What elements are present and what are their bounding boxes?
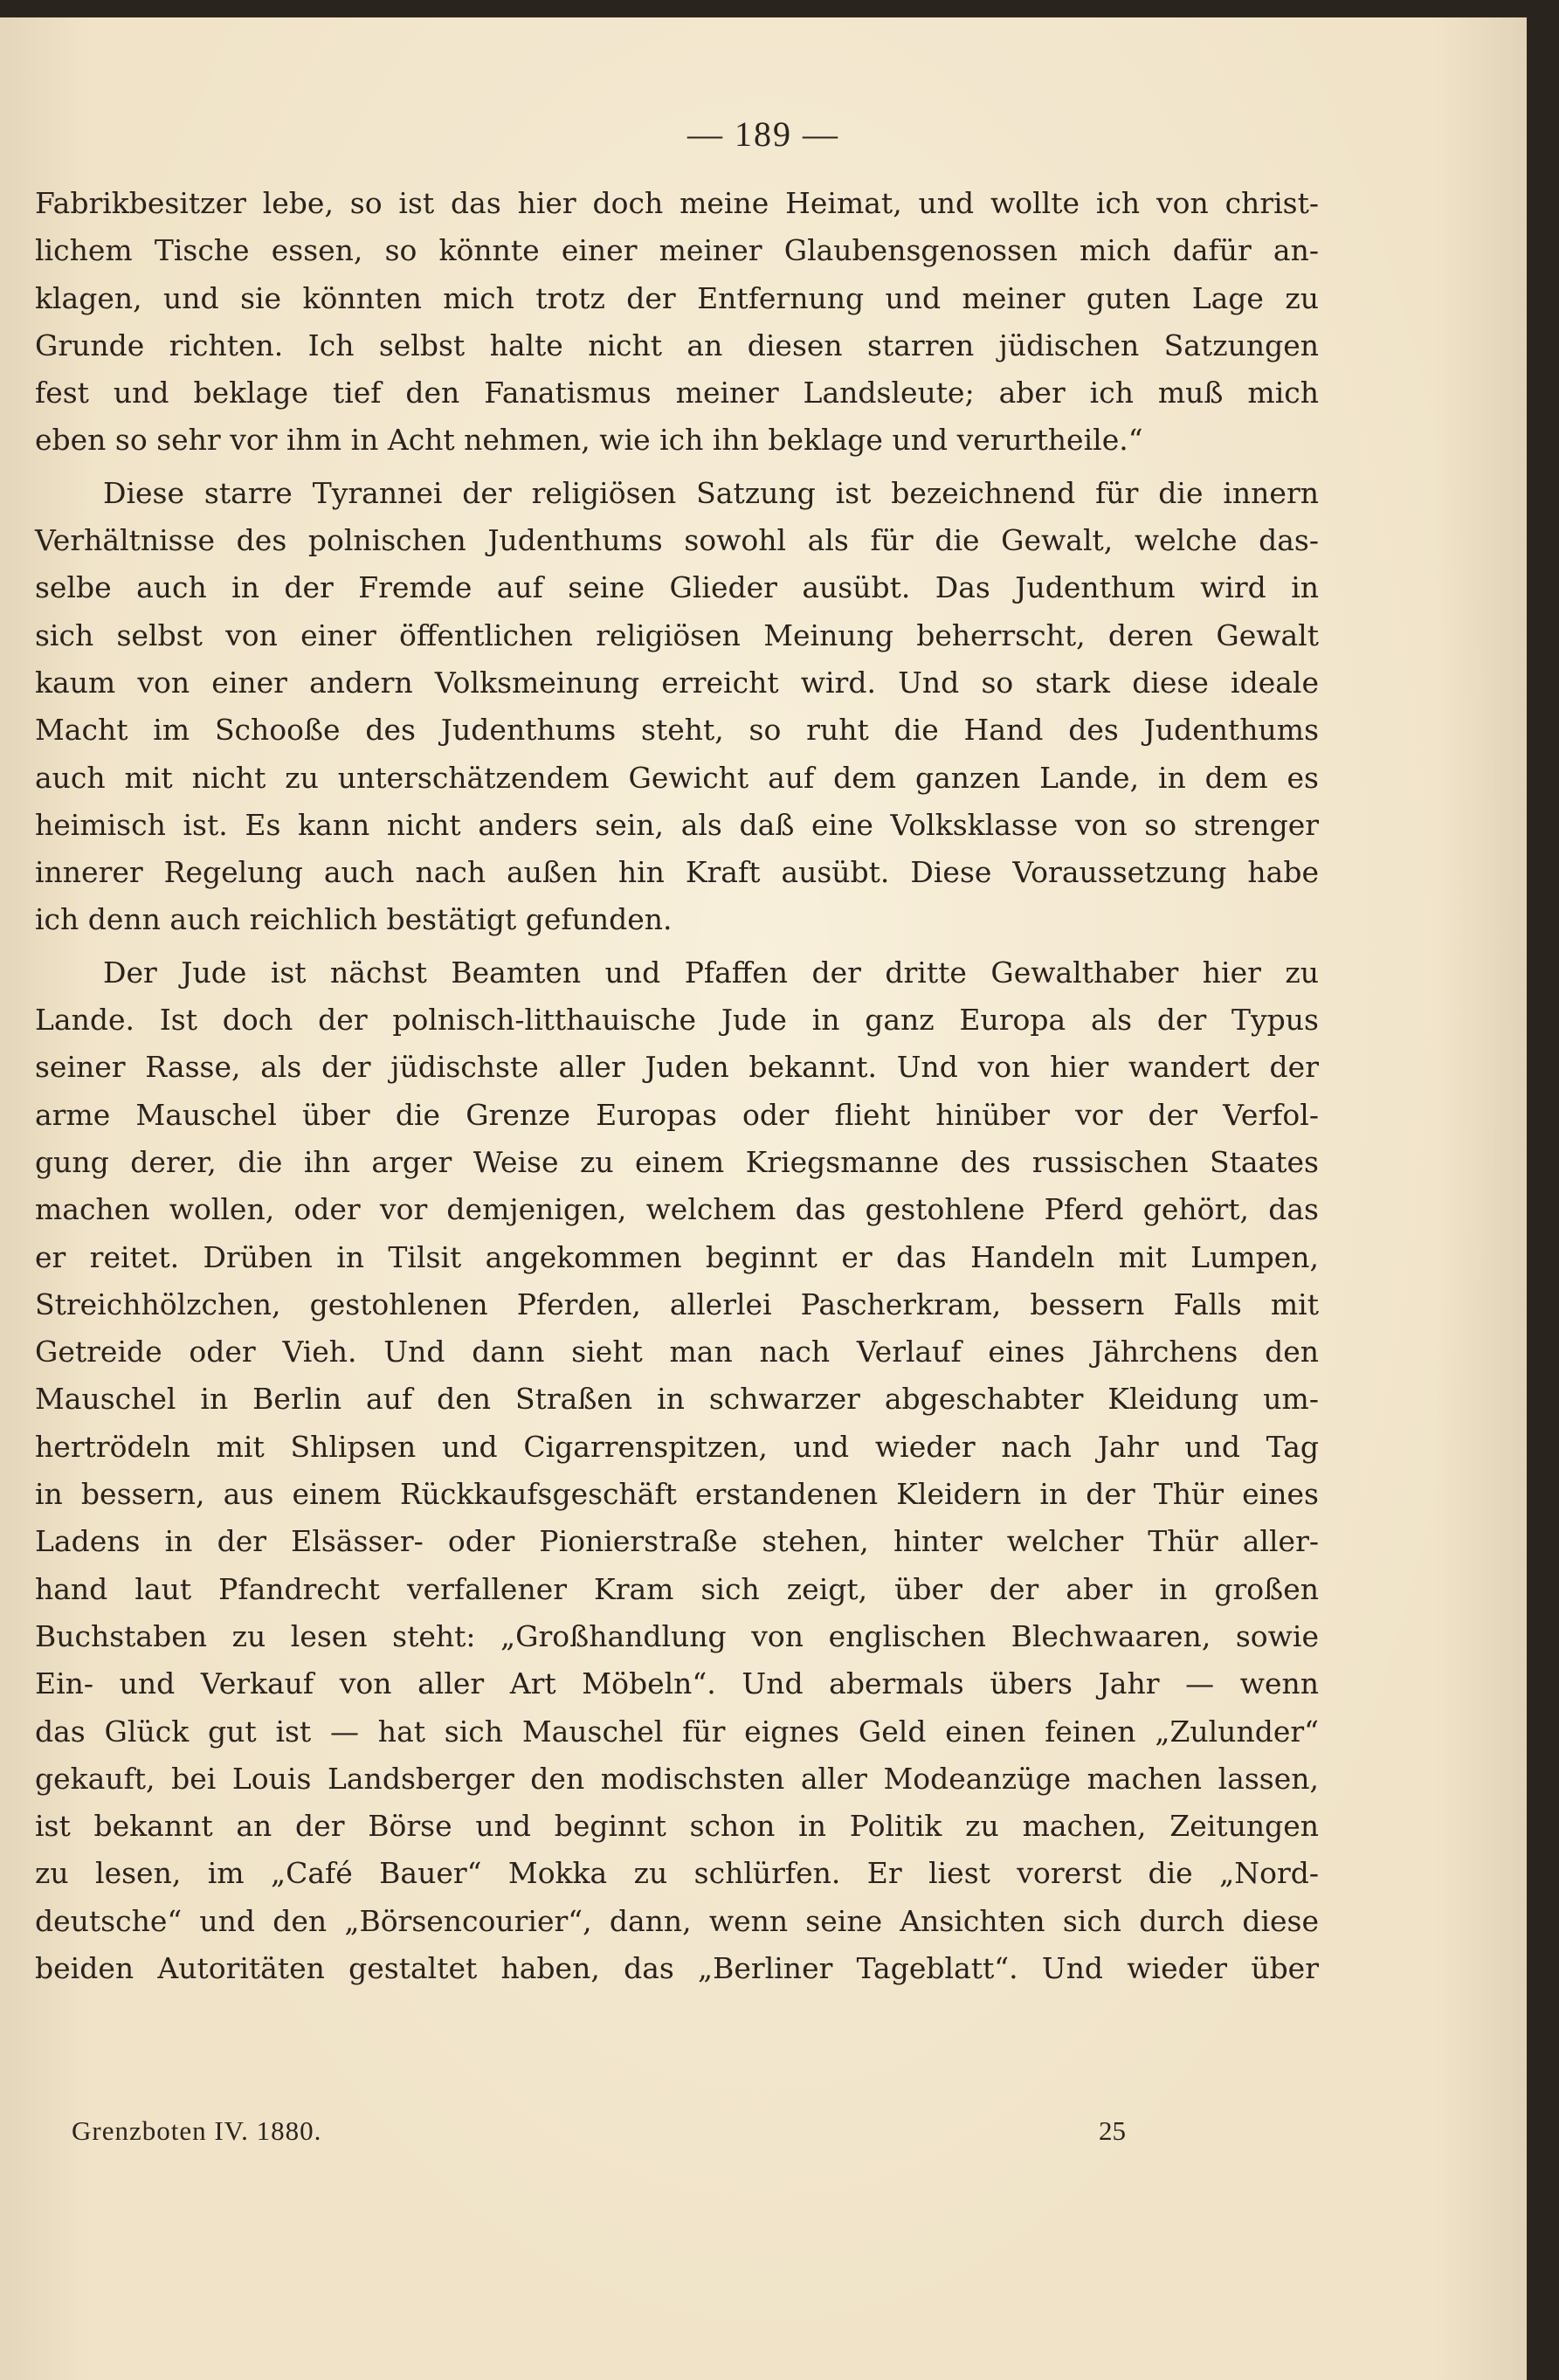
paragraph-3 — [35, 949, 1319, 1993]
text-line: Ein- und Verkauf von aller Art Möbeln“. Und abermals übers Jahr — wenn — [35, 1666, 1319, 1701]
text-line: beiden Autoritäten gestaltet haben, das „Berliner Tageblatt“. Und wieder über — [35, 1950, 1319, 1985]
text-line: arme Mauschel über die Grenze Europas oder flieht hinüber vor der Verfol- — [35, 1097, 1319, 1132]
text-line: Getreide oder Vieh. Und dann sieht man nach Verlauf eines Jährchens den — [35, 1335, 1319, 1369]
text-line: selbe auch in der Fremde auf seine Glieder ausübt. Das Judenthum wird in — [35, 570, 1319, 605]
text-line: machen wollen, oder vor demjenigen, welchem das gestohlene Pferd gehört, das — [35, 1192, 1319, 1227]
text-line: Lande. Ist doch der polnisch-litthauische Jude in ganz Europa als der Typus — [35, 1003, 1319, 1038]
text-line: Der Jude ist nächst Beamten und Pfaffen der dritte Gewalthaber hier zu — [103, 955, 1319, 990]
text-line: klagen, und sie könnten mich trotz der Entfernung und meiner guten Lage zu — [35, 280, 1319, 315]
text-line: Grunde richten. Ich selbst halte nicht an diesen starren jüdischen Satzungen — [35, 328, 1319, 362]
text-line: Diese starre Tyrannei der religiösen Satzung ist bezeichnend für die innern — [103, 475, 1319, 510]
text-line: ist bekannt an der Börse und beginnt schon in Politik zu machen, Zeitungen — [35, 1809, 1319, 1844]
text-line: seiner Rasse, als der jüdischste aller Juden bekannt. Und von hier wandert der — [35, 1050, 1319, 1085]
signature-mark: Grenzboten IV. 1880. — [72, 2115, 322, 2146]
text-line: innerer Regelung auch nach außen hin Kraft ausübt. Diese Voraussetzung habe — [35, 855, 1319, 890]
body-text — [35, 180, 1319, 1992]
text-line: Mauschel in Berlin auf den Straßen in schwarzer abgeschabter Kleidung um- — [35, 1382, 1319, 1417]
text-line: Verhältnisse des polnischen Judenthums sowohl als für die Gewalt, welche das- — [35, 523, 1319, 558]
page-number: — 189 — — [687, 114, 839, 154]
text-line: in bessern, aus einem Rückkaufsgeschäft erstandenen Kleidern in der Thür eines — [35, 1477, 1319, 1512]
text-line: gekauft, bei Louis Landsberger den modischsten aller Modeanzüge machen lassen, — [35, 1761, 1319, 1796]
text-line: gung derer, die ihn arger Weise zu einem Kriegsmanne des russischen Staates — [35, 1144, 1319, 1179]
text-line: Streichhölzchen, gestohlenen Pferden, allerlei Pascherkram, bessern Falls mit — [35, 1287, 1319, 1321]
text-line: Fabrikbesitzer lebe, so ist das hier doch meine Heimat, und wollte ich von christ- — [35, 186, 1319, 220]
text-line: sich selbst von einer öffentlichen religiösen Meinung beherrscht, deren Gewalt — [35, 617, 1319, 652]
text-line: Buchstaben zu lesen steht: „Großhandlung von englischen Blechwaaren, sowie — [35, 1618, 1319, 1653]
text-line: auch mit nicht zu unterschätzendem Gewicht auf dem ganzen Lande, in dem es — [35, 760, 1319, 795]
text-line: Macht im Schooße des Judenthums steht, so ruht die Hand des Judenthums — [35, 713, 1319, 748]
text-line: hand laut Pfandrecht verfallener Kram sich zeigt, über der aber in großen — [35, 1571, 1319, 1606]
sheet-number: 25 — [1099, 2115, 1126, 2146]
text-line: ich denn auch reichlich bestätigt gefunden. — [35, 902, 673, 937]
book-page — [0, 17, 1527, 2380]
text-line: fest und beklage tief den Fanatismus meiner Landsleute; aber ich muß mich — [35, 376, 1319, 410]
text-line: eben so sehr vor ihm in Acht nehmen, wie ich ihn beklage und verurtheile.“ — [35, 423, 1143, 458]
text-line: zu lesen, im „Café Bauer“ Mokka zu schlürfen. Er liest vorerst die „Nord- — [35, 1856, 1319, 1891]
text-line: kaum von einer andern Volksmeinung erreicht wird. Und so stark diese ideale — [35, 665, 1319, 700]
paragraph-1 — [35, 180, 1319, 465]
paragraph-2 — [35, 470, 1319, 944]
text-line: er reitet. Drüben in Tilsit angekommen beginnt er das Handeln mit Lumpen, — [35, 1239, 1319, 1274]
text-line: deutsche“ und den „Börsencourier“, dann, wenn seine Ansichten sich durch diese — [35, 1903, 1319, 1938]
text-line: Ladens in der Elsässer- oder Pionierstraße stehen, hinter welcher Thür aller- — [35, 1524, 1319, 1559]
text-line: heimisch ist. Es kann nicht anders sein, als daß eine Volksklasse von so strenger — [35, 807, 1319, 842]
text-line: hertrödeln mit Shlipsen und Cigarrenspitzen, und wieder nach Jahr und Tag — [35, 1429, 1319, 1464]
text-line: lichem Tische essen, so könnte einer meiner Glaubensgenossen mich dafür an- — [35, 233, 1319, 268]
text-line: das Glück gut ist — hat sich Mauschel für eignes Geld einen feinen „Zulunder“ — [35, 1714, 1319, 1749]
